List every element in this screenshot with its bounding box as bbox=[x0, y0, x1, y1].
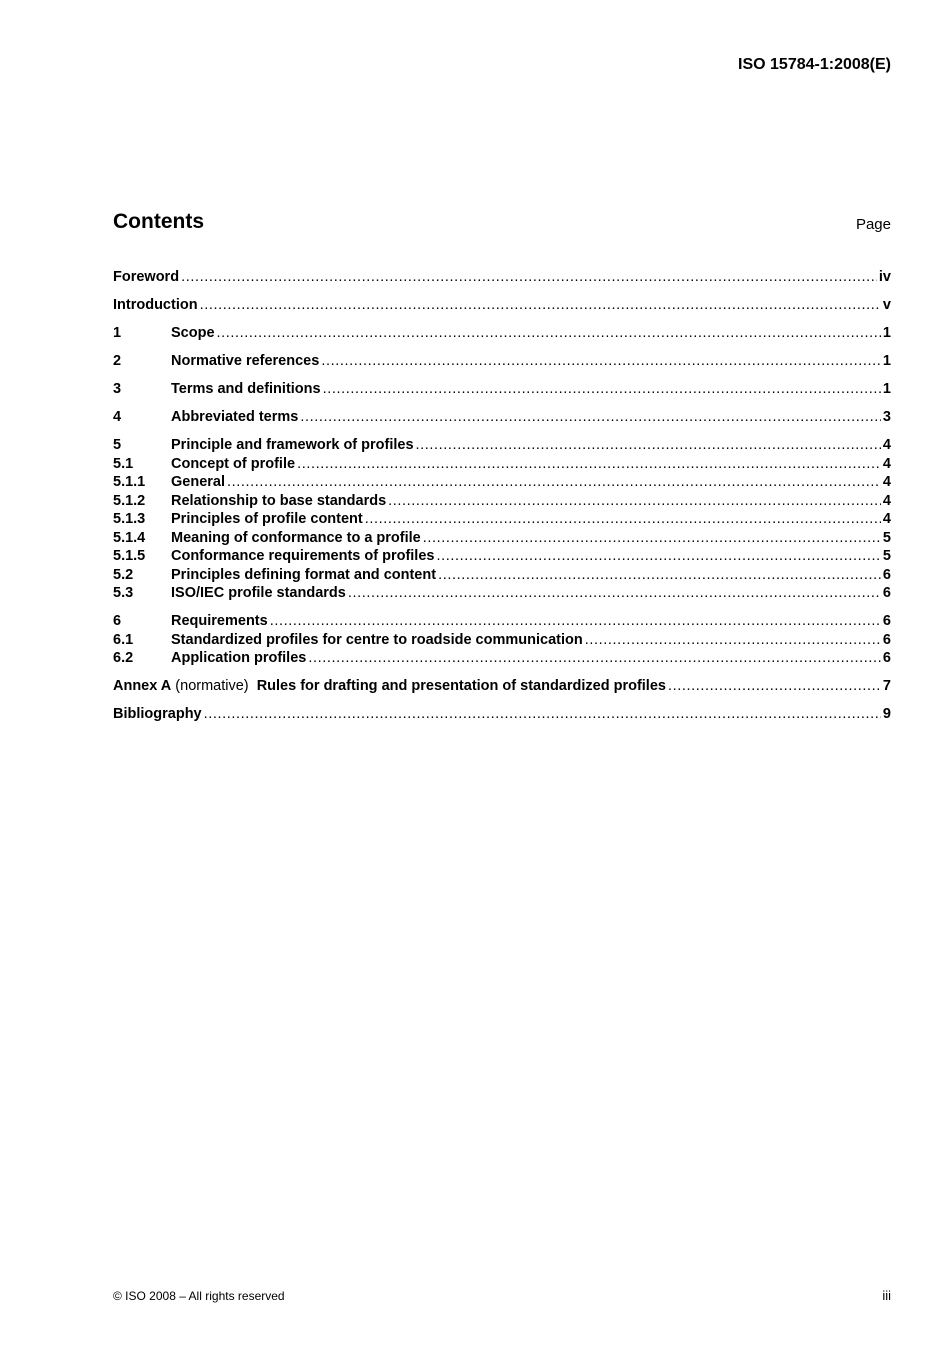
toc-entry-page: 6 bbox=[882, 650, 891, 666]
dot-leader bbox=[181, 268, 877, 287]
dot-leader bbox=[217, 324, 881, 343]
toc-entry-title: Introduction bbox=[113, 297, 198, 313]
toc-entry-title: Foreword bbox=[113, 269, 180, 285]
dot-leader bbox=[436, 547, 880, 566]
toc-entry-number: 5.2 bbox=[113, 566, 134, 583]
toc-entry[interactable] bbox=[113, 566, 891, 585]
toc-entry-number: 5.1.3 bbox=[113, 511, 146, 527]
toc-entry-title: Principles of profile content bbox=[171, 511, 363, 527]
dot-leader bbox=[388, 492, 881, 511]
toc-entry-title: Requirements bbox=[171, 613, 268, 629]
toc-entry-title: Application profiles bbox=[171, 650, 307, 666]
toc-entry-page: 6 bbox=[882, 566, 891, 583]
toc-entry[interactable] bbox=[113, 529, 891, 548]
toc-entry-title: Meaning of conformance to a profile bbox=[171, 529, 421, 546]
toc-entry[interactable] bbox=[113, 408, 891, 427]
toc-entry-page: 1 bbox=[882, 325, 891, 341]
toc-entry-page: 7 bbox=[882, 678, 891, 694]
dot-leader bbox=[348, 584, 881, 603]
toc-entry-title: Bibliography bbox=[113, 706, 202, 722]
toc-entry[interactable] bbox=[113, 510, 891, 529]
toc-entry-title: Abbreviated terms bbox=[171, 409, 299, 425]
toc-entry-title bbox=[113, 677, 666, 696]
toc-entry-number: 2 bbox=[113, 353, 122, 369]
toc-entry-number: 5.1.2 bbox=[113, 492, 146, 509]
toc-entry-title: ISO/IEC profile standards bbox=[171, 585, 346, 601]
toc-entry-page: 3 bbox=[882, 409, 891, 425]
toc-entry-number: 6.1 bbox=[113, 631, 134, 648]
toc-entry-number: 5 bbox=[113, 437, 122, 453]
toc-entry-title: Normative references bbox=[171, 353, 320, 369]
toc-entry-page: 6 bbox=[882, 631, 891, 648]
toc-entry-number: 3 bbox=[113, 381, 122, 397]
annex-label: Annex A bbox=[113, 678, 172, 694]
contents-header bbox=[113, 210, 891, 238]
dot-leader bbox=[585, 631, 881, 650]
dot-leader bbox=[416, 436, 881, 455]
toc-entry-title: Terms and definitions bbox=[171, 381, 321, 397]
page-column-label: Page bbox=[855, 216, 891, 233]
toc-entry-page: 5 bbox=[882, 529, 891, 546]
toc-entry-title: Relationship to base standards bbox=[171, 492, 387, 509]
toc-entry[interactable] bbox=[113, 268, 891, 287]
dot-leader bbox=[308, 649, 881, 668]
toc-entry[interactable] bbox=[113, 612, 891, 631]
toc-entry[interactable] bbox=[113, 649, 891, 668]
toc-entry-page: 4 bbox=[882, 474, 891, 490]
toc-entry[interactable] bbox=[113, 631, 891, 650]
dot-leader bbox=[300, 408, 881, 427]
toc-entry-page: 4 bbox=[882, 492, 891, 509]
toc-entry-number: 5.3 bbox=[113, 585, 134, 601]
dot-leader bbox=[227, 473, 881, 492]
dot-leader bbox=[668, 677, 881, 696]
toc-entry-page: 4 bbox=[882, 437, 891, 453]
toc-entry[interactable] bbox=[113, 296, 891, 315]
dot-leader bbox=[270, 612, 881, 631]
toc-entry-number: 5.1.5 bbox=[113, 548, 146, 564]
toc-entry-number: 5.1.4 bbox=[113, 529, 146, 546]
toc-entry[interactable] bbox=[113, 547, 891, 566]
toc-entry-page: v bbox=[882, 297, 891, 313]
table-of-contents bbox=[113, 268, 891, 724]
toc-entry-title: Concept of profile bbox=[171, 455, 296, 472]
document-id: ISO 15784-1:2008(E) bbox=[738, 56, 891, 73]
toc-entry[interactable] bbox=[113, 584, 891, 603]
dot-leader bbox=[365, 510, 881, 529]
toc-entry[interactable] bbox=[113, 677, 891, 696]
footer-page-number: iii bbox=[882, 1288, 891, 1303]
toc-entry-number: 5.1 bbox=[113, 455, 134, 472]
annex-type: (normative) bbox=[171, 678, 249, 694]
toc-entry-page: 6 bbox=[882, 585, 891, 601]
toc-entry[interactable] bbox=[113, 705, 891, 724]
toc-entry-page: iv bbox=[878, 269, 891, 285]
dot-leader bbox=[423, 529, 881, 548]
toc-entry-number: 4 bbox=[113, 409, 122, 425]
toc-entry[interactable] bbox=[113, 380, 891, 399]
toc-entry-title: Scope bbox=[171, 325, 215, 341]
toc-entry[interactable] bbox=[113, 455, 891, 474]
toc-entry[interactable] bbox=[113, 473, 891, 492]
toc-entry-page: 6 bbox=[882, 613, 891, 629]
annex-title: Rules for drafting and presentation of standardized profiles bbox=[256, 678, 666, 694]
toc-entry-title: General bbox=[171, 474, 225, 490]
dot-leader bbox=[438, 566, 881, 585]
toc-entry-page: 4 bbox=[882, 455, 891, 472]
toc-entry-number: 1 bbox=[113, 325, 122, 341]
contents-title: Contents bbox=[113, 210, 204, 233]
dot-leader bbox=[323, 380, 881, 399]
toc-entry-page: 1 bbox=[882, 381, 891, 397]
dot-leader bbox=[321, 352, 881, 371]
toc-entry-page: 4 bbox=[882, 511, 891, 527]
toc-entry[interactable] bbox=[113, 324, 891, 343]
toc-entry-page: 9 bbox=[882, 706, 891, 722]
toc-entry-title: Conformance requirements of profiles bbox=[171, 548, 435, 564]
toc-entry-title: Principles defining format and content bbox=[171, 566, 437, 583]
toc-entry-page: 5 bbox=[882, 548, 891, 564]
dot-leader bbox=[297, 455, 881, 474]
toc-entry-number: 6.2 bbox=[113, 650, 134, 666]
dot-leader bbox=[204, 705, 881, 724]
toc-entry-page: 1 bbox=[882, 353, 891, 369]
toc-entry[interactable] bbox=[113, 352, 891, 371]
toc-entry[interactable] bbox=[113, 492, 891, 511]
toc-entry-number: 5.1.1 bbox=[113, 474, 146, 490]
toc-entry-title: Standardized profiles for centre to roadside communication bbox=[171, 631, 583, 648]
toc-entry-title: Principle and framework of profiles bbox=[171, 437, 414, 453]
footer-copyright: © ISO 2008 – All rights reserved bbox=[113, 1289, 285, 1303]
toc-entry[interactable] bbox=[113, 436, 891, 455]
dot-leader bbox=[200, 296, 881, 315]
toc-entry-number: 6 bbox=[113, 613, 122, 629]
